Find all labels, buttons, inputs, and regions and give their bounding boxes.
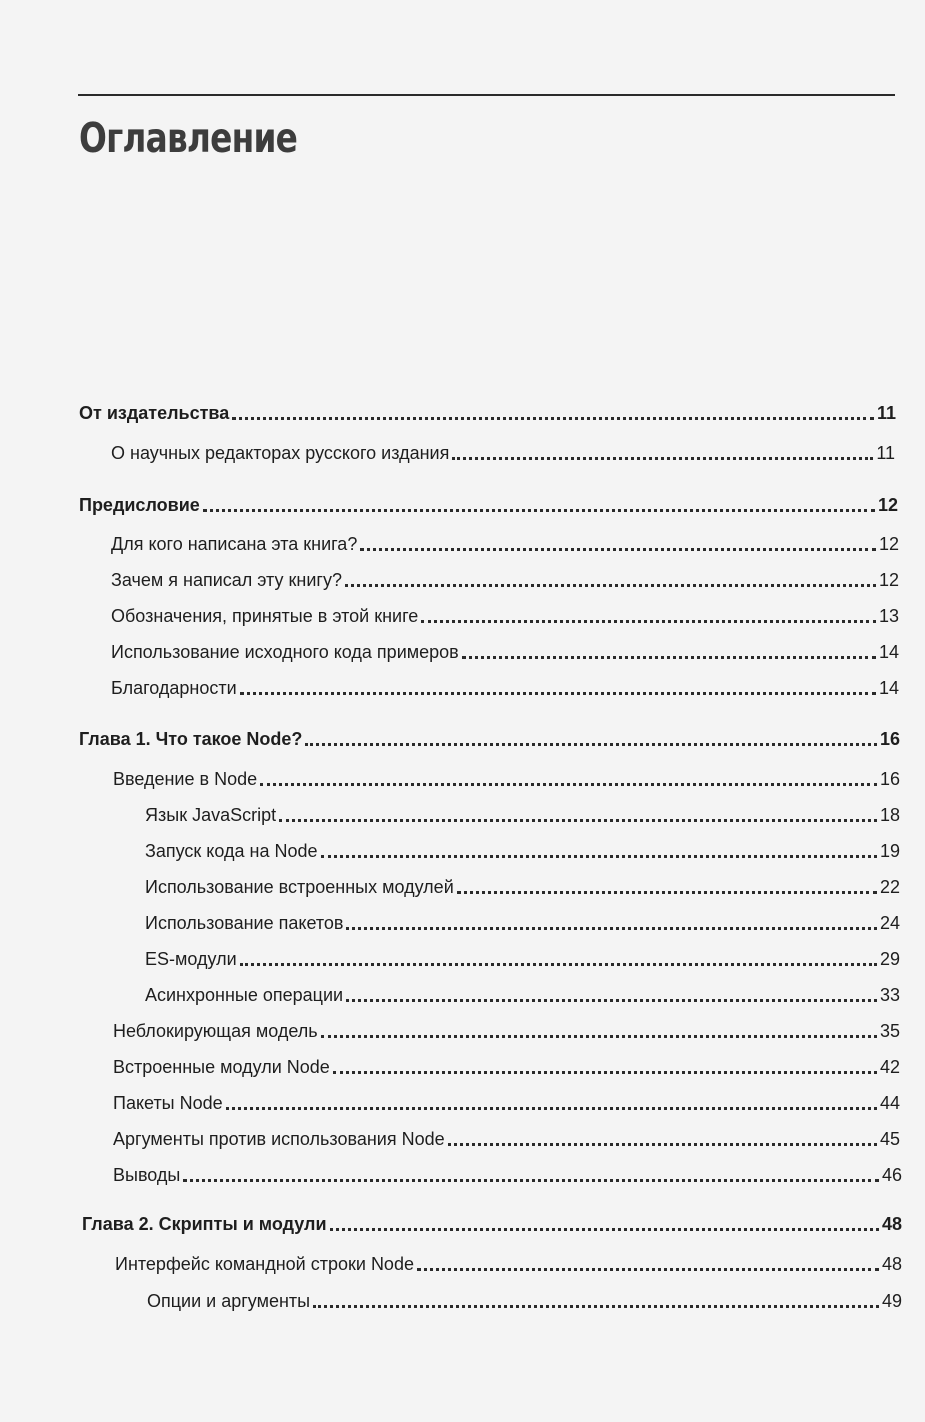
toc-entry-title: Зачем я написал эту книгу? bbox=[111, 570, 342, 590]
toc-dot-leader bbox=[452, 457, 873, 460]
toc-entry-page: 48 bbox=[881, 1214, 902, 1234]
toc-dot-leader bbox=[232, 417, 874, 420]
toc-dot-leader bbox=[313, 1305, 879, 1308]
toc-entry-page: 35 bbox=[879, 1021, 900, 1041]
toc-dot-leader bbox=[421, 620, 876, 623]
toc-entry-title: От издательства bbox=[79, 403, 230, 423]
toc-entry bbox=[115, 1250, 902, 1278]
page-title: Оглавление bbox=[79, 114, 298, 162]
toc-dot-leader bbox=[346, 927, 876, 930]
toc-dot-leader bbox=[417, 1268, 879, 1271]
toc-entry bbox=[113, 1089, 900, 1117]
toc-entry-title: ES-модули bbox=[145, 949, 237, 969]
toc-entry-page: 11 bbox=[876, 403, 896, 423]
toc-entry-title: Пакеты Node bbox=[113, 1093, 223, 1113]
toc-dot-leader bbox=[183, 1179, 879, 1182]
toc-entry bbox=[147, 1287, 902, 1315]
toc-entry-title: Использование исходного кода примеров bbox=[111, 642, 459, 662]
toc-entry bbox=[145, 873, 900, 901]
toc-entry-title: Язык JavaScript bbox=[145, 805, 277, 825]
toc-entry-title: Использование пакетов bbox=[145, 913, 344, 933]
toc-entry bbox=[113, 1017, 900, 1045]
toc-entry-page: 14 bbox=[878, 642, 899, 662]
toc-entry-title: Глава 2. Скрипты и модули bbox=[82, 1214, 327, 1234]
toc-dot-leader bbox=[346, 999, 877, 1002]
toc-entry-page: 45 bbox=[879, 1129, 900, 1149]
toc-entry-page: 13 bbox=[878, 606, 899, 626]
toc-entry-title: Запуск кода на Node bbox=[145, 841, 318, 861]
toc-entry-title: Выводы bbox=[113, 1165, 181, 1185]
toc-dot-leader bbox=[226, 1107, 877, 1110]
toc-entry bbox=[111, 674, 899, 702]
toc-entry-title: Неблокирующая модель bbox=[113, 1021, 318, 1041]
toc-entry-page: 44 bbox=[879, 1093, 900, 1113]
toc-dot-leader bbox=[305, 743, 877, 746]
toc-entry bbox=[113, 765, 900, 793]
toc-dot-leader bbox=[260, 783, 877, 786]
toc-entry-page: 12 bbox=[877, 495, 898, 515]
toc-entry bbox=[113, 1161, 902, 1189]
toc-entry bbox=[145, 981, 900, 1009]
toc-entry-page: 42 bbox=[879, 1057, 900, 1077]
toc-dot-leader bbox=[457, 891, 877, 894]
toc-entry bbox=[113, 1125, 900, 1153]
toc-entry-title: Аргументы против использования Node bbox=[113, 1129, 445, 1149]
toc-entry bbox=[145, 909, 900, 937]
toc-dot-leader bbox=[240, 692, 876, 695]
toc-entry-page: 18 bbox=[879, 805, 900, 825]
toc-dot-leader bbox=[321, 1035, 877, 1038]
toc-dot-leader bbox=[462, 656, 876, 659]
toc-dot-leader bbox=[333, 1071, 877, 1074]
toc-entry-page: 48 bbox=[881, 1254, 902, 1274]
toc-entry-page: 12 bbox=[878, 534, 899, 554]
toc-entry-title: Обозначения, принятые в этой книге bbox=[111, 606, 419, 626]
toc-dot-leader bbox=[279, 819, 877, 822]
toc-dot-leader bbox=[321, 855, 877, 858]
toc-entry-title: Встроенные модули Node bbox=[113, 1057, 330, 1077]
toc-entry-page: 29 bbox=[879, 949, 900, 969]
toc-entry-page: 14 bbox=[878, 678, 899, 698]
toc-entry-title: Опции и аргументы bbox=[147, 1291, 311, 1311]
toc-dot-leader bbox=[330, 1228, 879, 1231]
toc-entry-page: 49 bbox=[881, 1291, 902, 1311]
toc-entry-title: Глава 1. Что такое Node? bbox=[79, 729, 303, 749]
toc-entry-part bbox=[82, 1210, 902, 1238]
toc-entry-page: 16 bbox=[879, 769, 900, 789]
toc-entry bbox=[111, 530, 899, 558]
toc-entry-part bbox=[79, 399, 896, 427]
toc-entry bbox=[111, 638, 899, 666]
toc-entry bbox=[145, 837, 900, 865]
toc-entry-title: Асинхронные операции bbox=[145, 985, 344, 1005]
toc-entry-title: Благодарности bbox=[111, 678, 237, 698]
toc-entry-page: 19 bbox=[879, 841, 900, 861]
toc-dot-leader bbox=[448, 1143, 877, 1146]
toc-dot-leader bbox=[240, 963, 877, 966]
toc-entry-part bbox=[79, 491, 898, 519]
toc-entry bbox=[145, 945, 900, 973]
toc-entry-title: Введение в Node bbox=[113, 769, 258, 789]
toc-entry-page: 12 bbox=[878, 570, 899, 590]
toc-entry bbox=[111, 566, 899, 594]
toc-entry bbox=[113, 1053, 900, 1081]
toc-entry-title: Для кого написана эта книга? bbox=[111, 534, 358, 554]
toc-entry-title: О научных редакторах русского издания bbox=[111, 443, 450, 463]
toc-entry-title: Предисловие bbox=[79, 495, 200, 515]
toc-entry-page: 16 bbox=[879, 729, 900, 749]
top-rule bbox=[78, 94, 895, 96]
toc-entry-title: Использование встроенных модулей bbox=[145, 877, 454, 897]
toc-entry bbox=[145, 801, 900, 829]
toc-entry-title: Интерфейс командной строки Node bbox=[115, 1254, 414, 1274]
toc-entry-page: 22 bbox=[879, 877, 900, 897]
toc-entry bbox=[111, 439, 895, 467]
toc-entry-page: 24 bbox=[879, 913, 900, 933]
toc-entry-page: 33 bbox=[879, 985, 900, 1005]
toc-entry-part bbox=[79, 725, 900, 753]
toc-dot-leader bbox=[360, 548, 876, 551]
toc-entry-page: 46 bbox=[881, 1165, 902, 1185]
toc-entry-page: 11 bbox=[876, 443, 895, 463]
toc-dot-leader bbox=[345, 584, 876, 587]
toc-entry bbox=[111, 602, 899, 630]
toc-dot-leader bbox=[203, 509, 875, 512]
